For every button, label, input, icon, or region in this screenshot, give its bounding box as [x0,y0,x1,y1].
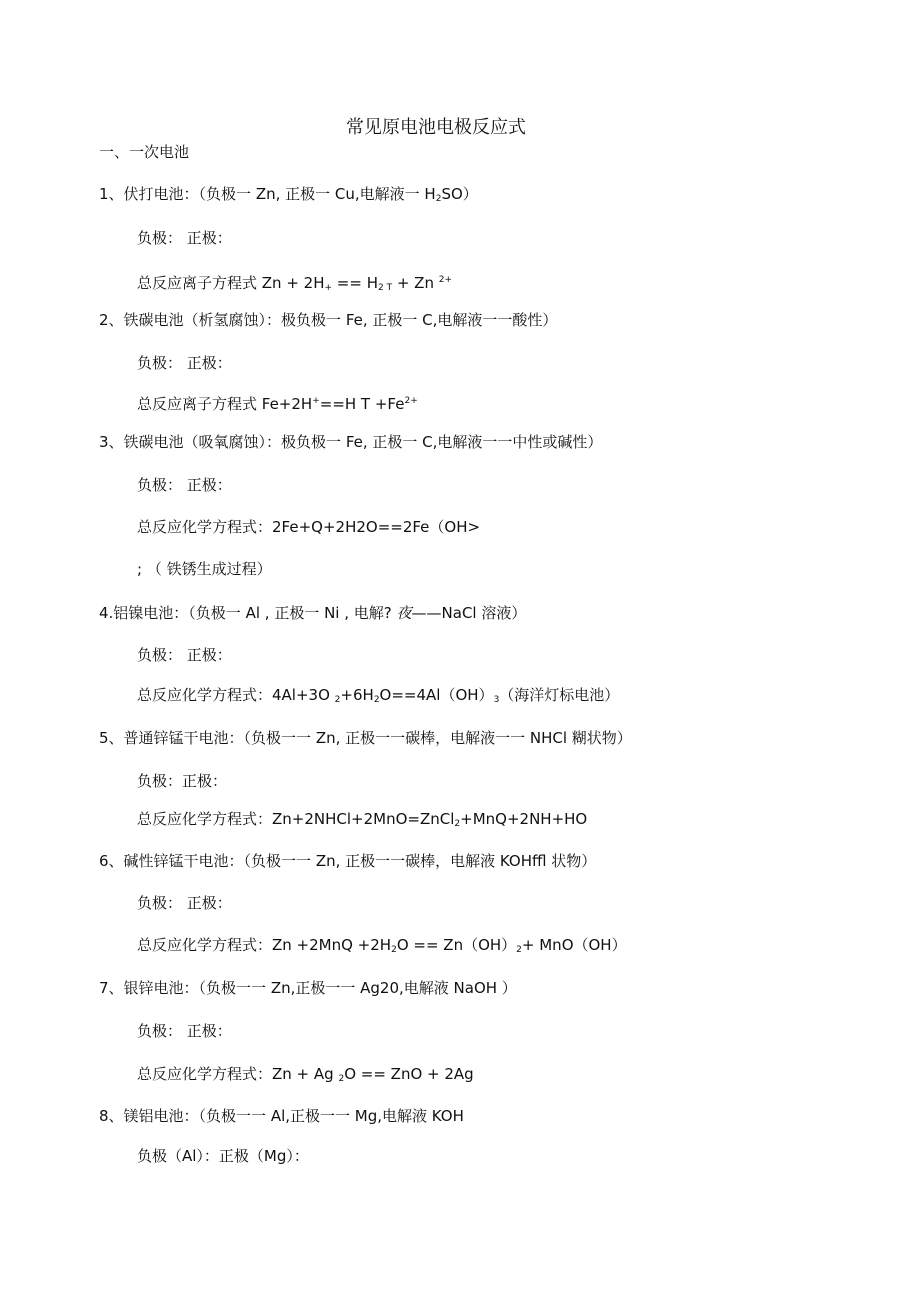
item-6-heading: 6、碱性锌锰干电池：（负极一一 Zn, 正极一一碳棒，电解液 KOHffl 状物） [99,852,597,870]
item-4-eq-part-a: 总反应化学方程式：4Al+3O [137,686,335,704]
item-1-electrodes: 负极： 正极： [137,229,232,247]
item-1-equation [137,270,452,298]
item-1-eq-part-a: 总反应离子方程式 Zn + 2H [137,274,325,292]
item-4-electrodes: 负极： 正极： [137,646,232,664]
item-8-electrodes: 负极（Al）：正极（Mg）： [137,1147,309,1165]
item-1-heading-text: 1、伏打电池：（负极一 Zn, 正极一 Cu,电解液一 H [99,185,436,203]
item-5-equation [137,809,587,834]
item-1-eq-zn-charge: 2+ [438,275,453,285]
item-1-eq-charge-plus: + [324,283,333,293]
item-2-electrodes: 负极： 正极： [137,354,232,372]
item-3-equation: 总反应化学方程式：2Fe+Q+2H2O==2Fe（OH> [137,518,481,536]
item-7-equation [137,1064,474,1089]
item-6-electrodes: 负极： 正极： [137,894,232,912]
item-1-heading [99,184,478,209]
item-4-eq-sub-2: 2 [373,695,380,705]
item-7-electrodes: 负极： 正极： [137,1022,232,1040]
item-4-eq-sub-3: 3 [493,695,500,705]
item-2-heading: 2、铁碳电池（析氢腐蚀）：极负极一 Fe, 正极一 C,电解液一一酸性） [99,311,558,329]
item-2-eq-fe-charge: 2+ [404,396,418,406]
item-7-eq-part-a: 总反应化学方程式：Zn + Ag [137,1065,339,1083]
item-5-eq-part-b: +MnQ+2NH+HO [460,810,588,828]
item-5-electrodes: 负极：正极： [137,772,228,790]
item-1-eq-part-b: == H [332,274,378,292]
item-4-heading-part-a: 4.铝镍电池：（负极一 Al , 正极一 Ni , 电解? [99,604,397,622]
item-4-heading-italic: 夜 [396,604,412,622]
item-6-equation [137,935,627,960]
item-2-eq-h-charge: + [312,396,320,406]
item-5-eq-sub: 2 [454,819,461,829]
item-5-eq-part-a: 总反应化学方程式：Zn+2NHCl+2MnO=ZnCl [137,810,455,828]
item-3-note: ; （ 铁锈生成过程） [137,560,272,578]
item-6-eq-part-a: 总反应化学方程式：Zn +2MnQ +2H [137,936,392,954]
item-2-eq-part-b: ==H T +Fe [319,395,405,413]
item-1-eq-h2-gas: 2 T [377,283,393,293]
item-4-eq-sub-1: 2 [334,695,341,705]
item-2-eq-part-a: 总反应离子方程式 Fe+2H [137,395,313,413]
item-7-eq-part-b: O == ZnO + 2Ag [344,1065,474,1083]
item-1-heading-end: SO） [441,185,478,203]
section-heading-primary-batteries: 一、一次电池 [99,143,190,161]
item-4-eq-part-d: （海洋灯标电池） [499,686,620,704]
item-6-eq-sub-2: 2 [516,945,522,955]
item-5-heading: 5、普通锌锰干电池：（负极一一 Zn, 正极一一碳棒，电解液一一 NHCl 糊状物） [99,729,632,747]
item-6-eq-part-c: + MnO（OH） [521,936,627,954]
item-4-eq-part-c: O==4Al（OH） [379,686,494,704]
item-6-eq-sub-1: 2 [391,945,397,955]
item-1-heading-subscript: 2 [435,194,442,204]
item-4-equation [137,685,619,710]
item-4-eq-part-b: +6H [340,686,374,704]
item-7-eq-sub: 2 [338,1074,345,1084]
item-2-equation [137,391,418,414]
item-1-eq-part-c: + Zn [392,274,439,292]
item-3-electrodes: 负极： 正极： [137,476,232,494]
page-title: 常见原电池电极反应式 [346,117,526,138]
item-8-heading: 8、镁铝电池：（负极一一 Al,正极一一 Mg,电解液 KOH [99,1107,464,1125]
item-6-eq-part-b: O == Zn（OH） [396,936,517,954]
item-4-heading [99,603,526,623]
item-4-heading-part-b: ——NaCl 溶液） [411,604,527,622]
item-7-heading: 7、银锌电池：（负极一一 Zn,正极一一 Ag20,电解液 NaOH ） [99,979,517,997]
item-3-heading: 3、铁碳电池（吸氧腐蚀）：极负极一 Fe, 正极一 C,电解液一一中性或碱性） [99,433,603,451]
